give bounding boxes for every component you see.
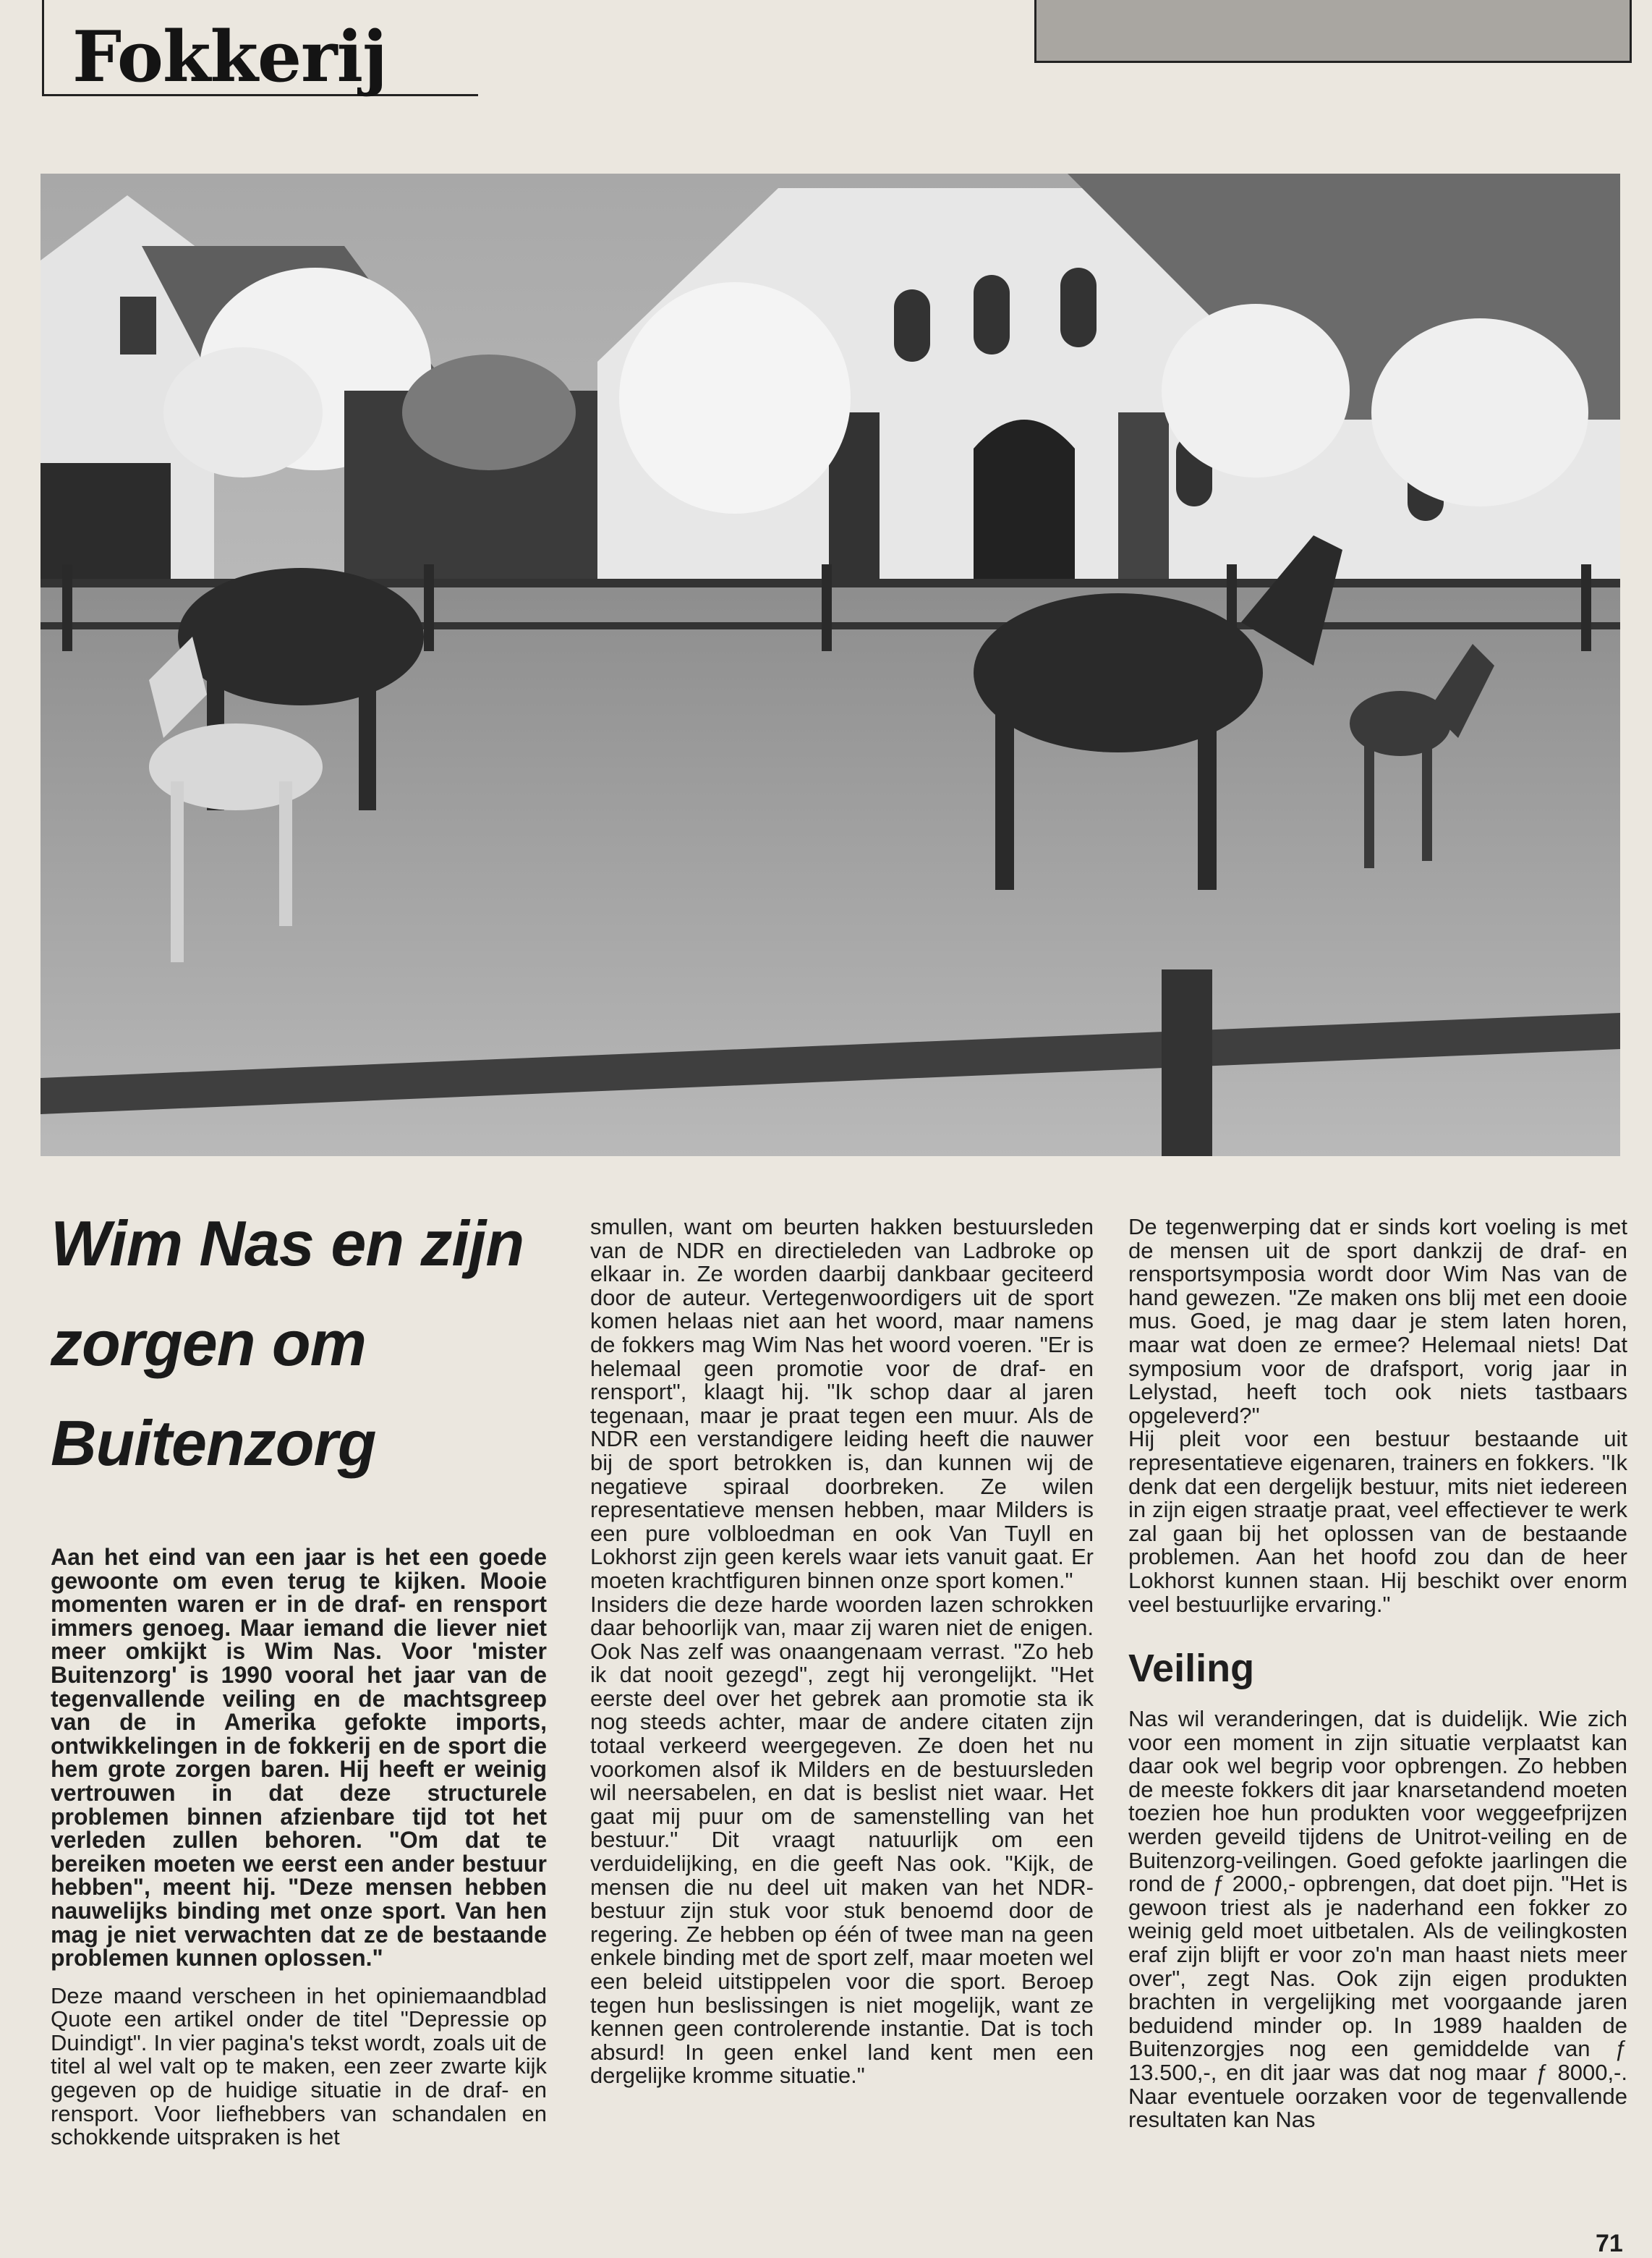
column-2	[590, 1215, 1094, 2088]
section-title: Fokkerij	[72, 16, 387, 98]
column-3	[1128, 1215, 1627, 2132]
article-headline: Wim Nas en zijn zorgen om Buitenzorg	[51, 1207, 524, 1479]
page-number: 71	[1596, 2230, 1623, 2257]
column-3-paragraph-1: De tegenwerping dat er sinds kort voeling is met de mensen uit de sport dankzij de draf- en rensportsymposia wordt door Wim Nas van de hand gewezen. "Ze maken ons blij met een dooie mus. Goed, je mag daar je stem laten horen, maar wat doen ze ermee? Helemaal niets! Dat symposium voor de drafsport, vorig jaar in Lelystad, heeft toch ook niets tastbaars opgeleverd?"	[1128, 1214, 1627, 1428]
column-3-paragraph-2: Hij pleit voor een bestuur bestaande uit representatieve eigenaren, trainers en fokkers. "Ik denk dat een dergelijk bestuur, mits niet iedereen in zijn eigen straatje praat, veel effectiever te werk zal gaan bij het oplossen van de bestaande problemen. Aan het hoofd zou dan de heer Lokhorst kunnen staan. Hij beschikt over enorm veel bestuurlijke ervaring."	[1128, 1426, 1627, 1617]
column-3-paragraph-3: Nas wil veranderingen, dat is duidelijk. Wie zich voor een moment in zijn situatie verplaatst kan daar ook wel begrip voor opbrengen. Zo hebben de meeste fokkers dit jaar knarsetandend moeten toezien hoe hun produkten voor weggeefprijzen werden geveild tijdens de Unitrot-veiling en de Buitenzorg-veilingen. Goed gefokte jaarlingen die rond de ƒ 2000,- opbrengen, dat doet pijn. "Het is gewoon triest als je naderhand een fokker zo weinig geld moet uitbetalen. Als de veilingkosten eraf zijn blijft er voor zo'n man haast niets meer over", zegt Nas. Ook zijn eigen produkten brachten in vergelijking met voorgaande jaren beduidend minder op. In 1989 haalden de Buitenzorgjes nog een gemiddelde van ƒ 13.500,-, en dit jaar was dat nog maar ƒ 8000,-. Naar eventuele oorzaken voor de tegenvallende resultaten kan Nas	[1128, 1706, 1627, 2133]
column-1-paragraph: Deze maand verscheen in het opiniemaandblad Quote een artikel onder de titel "Depressie op Duindigt". In vier pagina's tekst wordt, zoals uit de titel al wel valt op te maken, een zeer zwarte kijk gegeven op de huidige situatie in de draf- en rensport. Voor liefhebbers van schandalen en schokkende uitspraken is het	[51, 1982, 547, 2150]
header-corner-band	[1034, 0, 1632, 63]
column-2-paragraph-2: Insiders die deze harde woorden lazen schrokken daar behoorlijk van, maar zij waren niet de enigen. Ook Nas zelf was onaangenaam verrast. "Zo heb ik dat nooit gezegd", zegt hij verongelijkt. "Het eerste deel over het gebrek aan promotie sta ik nog steeds achter, maar de andere citaten zijn totaal verkeerd weergegeven. Ze doen het nu voorkomen alsof ik Milders en de bestuursleden wil neersabelen, en dat is beslist niet waar. Het gaat mij puur om de samenstelling van het bestuur." Dit vraagt natuurlijk om een verduidelijking, en die geeft Nas ook. "Kijk, de mensen die nu deel uit maken van het NDR-bestuur zijn stuk voor stuk benoemd door de regering. Ze hebben op één of twee man na geen enkele binding met de sport zelf, maar moeten wel een beleid uitstippelen voor die sport. Beroep tegen hun beslissingen is niet mogelijk, want ze kennen geen controlerende instantie. Dat is toch absurd! In geen enkel land kent men een dergelijke kromme situatie."	[590, 1591, 1094, 2089]
stud-farm-photo	[41, 174, 1620, 1156]
column-1	[51, 1545, 547, 2149]
article-lede: Aan het eind van een jaar is het een goede gewoonte om even terug te kijken. Mooie momenten waren er in de draf- en rensport immers genoeg. Maar iemand die liever niet meer omkijkt is Wim Nas. Voor 'mister Buitenzorg' is 1990 vooral het jaar van de tegenvallende veiling en de machtsgreep van de in Amerika gefokte imports, ontwikkelingen in de fokkerij en de sport die hem grote zorgen baren. Hij heeft er weinig vertrouwen in dat deze structurele problemen binnen afzienbare tijd tot het verleden zullen behoren. "Om dat te bereiken moeten we eerst een ander bestuur hebben", meent hij. "Deze mensen hebben nauwelijks binding met onze sport. Van hen mag je niet verwachten dat ze de bestaande problemen kunnen oplossen."	[51, 1544, 547, 1971]
subhead-veiling: Veiling	[1128, 1647, 1255, 1691]
column-2-paragraph-1: smullen, want om beurten hakken bestuursleden van de NDR en directieleden van Ladbroke op elkaar in. Ze worden daarbij dankbaar geciteerd door de auteur. Vertegenwoordigers uit de sport komen helaas niet aan het woord, maar namens de fokkers mag Wim Nas het woord voeren. "Er is helemaal geen promotie voor de draf- en rensport", klaagt hij. "Ik schop daar al jaren tegenaan, maar je praat tegen een muur. Als de NDR een verstandigere leiding heeft die nauwer bij de sport betrokken is, dan kunnen wij de negatieve spiraal doorbreken. Ze wilen representatieve mensen hebben, maar Milders is een pure volbloedman en ook Van Tuyll en Lokhorst zijn geen kerels waar iets vanuit gaat. Er moeten krachtfiguren binnen onze sport komen."	[590, 1214, 1094, 1593]
